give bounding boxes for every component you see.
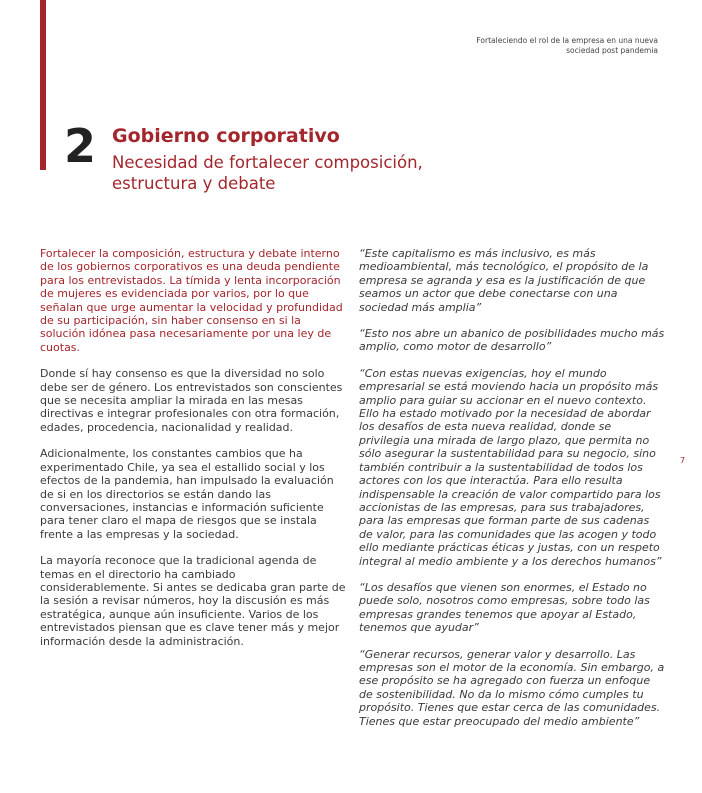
chapter-number: 2 [64, 119, 97, 173]
lead-paragraph: Fortalecer la composición, estructura y debate interno de los gobiernos corporativos es una deuda pendiente para los entrevistados. La tímida y lenta incorporación de mujeres es evidenciada por varios, por lo que señalan que urge aumentar la velocidad y profundidad de su participación, sin haber consenso en si la solución idónea pasa necesariamente por una ley de cuotas. [40, 247, 343, 354]
chapter-title: Gobierno corporativo [112, 125, 340, 147]
body-paragraph: Adicionalmente, los constantes cambios que ha experimentado Chile, ya sea el estallido social y los efectos de la pandemia, han impulsado la evaluación de si en los directorios se están dando las conversaciones, instancias e información suficiente para tener claro el mapa de riesgos que se instala frente a las empresas y la sociedad. [40, 447, 334, 541]
body-paragraph: La mayoría reconoce que la tradicional agenda de temas en el directorio ha cambiado considerablemente. Si antes se dedicaba gran parte de la sesión a revisar números, hoy la discusión es más estratégica, aunque aún insuficiente. Varios de los entrevistados piensan que es clave tener más y mejor información desde la administración. [40, 554, 346, 648]
running-head: Fortaleciendo el rol de la empresa en una nueva sociedad post pandemia [476, 36, 658, 55]
left-column [40, 247, 346, 661]
body-paragraph: Donde sí hay consenso es que la diversidad no solo debe ser de género. Los entrevistados son conscientes que se necesita ampliar la mirada en las mesas directivas e integrar profesionales con otra formación, edades, procedencia, nacionalidad y realidad. [40, 367, 343, 434]
quote: “Con estas nuevas exigencias, hoy el mundo empresarial se está moviendo hacia un propósito más amplio para guiar su accionar en el nuevo contexto. Ello ha estado motivado por la necesidad de abordar los desafíos de esta nueva realidad, donde se privilegia una mirada de largo plazo, que permita no sólo asegurar la sustentabilidad para su negocio, sino también contribuir a la sustentabilidad de todos los actores con los que interactúa. Para ello resulta indispensable la creación de valor compartido para los accionistas de las empresas, para sus trabajadores, para las empresas que forman parte de sus cadenas de valor, para las comunidades que las acogen y todo ello mediante prácticas éticas y justas, con un respeto integral al medio ambiente y a los derechos humanos” [359, 366, 662, 568]
quote: “Este capitalismo es más inclusivo, es más medioambiental, más tecnológico, el propósito de la empresa se agranda y esa es la justificación de que seamos un actor que debe conectarse con una sociedad más amplia” [359, 247, 649, 314]
quote: “Esto nos abre un abanico de posibilidades mucho más amplio, como motor de desarrollo” [359, 327, 665, 354]
accent-bar [40, 0, 46, 170]
right-column [359, 247, 665, 741]
page-number: 7 [680, 456, 686, 465]
quote: “Generar recursos, generar valor y desarrollo. Las empresas son el motor de la economía. Sin embargo, a ese propósito se ha agregado con fuerza un enfoque de sostenibilidad. No da lo mismo cómo cumples tu propósito. Tienes que estar cerca de las comunidades. Tienes que estar preocupado del medio ambiente” [359, 647, 665, 728]
quote: “Los desafíos que vienen son enormes, el Estado no puede solo, nosotros como empresas, sobre todo las empresas grandes tenemos que apoyar al Estado, tenemos que ayudar” [359, 580, 650, 635]
chapter-subtitle: Necesidad de fortalecer composición, estructura y debate [112, 153, 423, 193]
